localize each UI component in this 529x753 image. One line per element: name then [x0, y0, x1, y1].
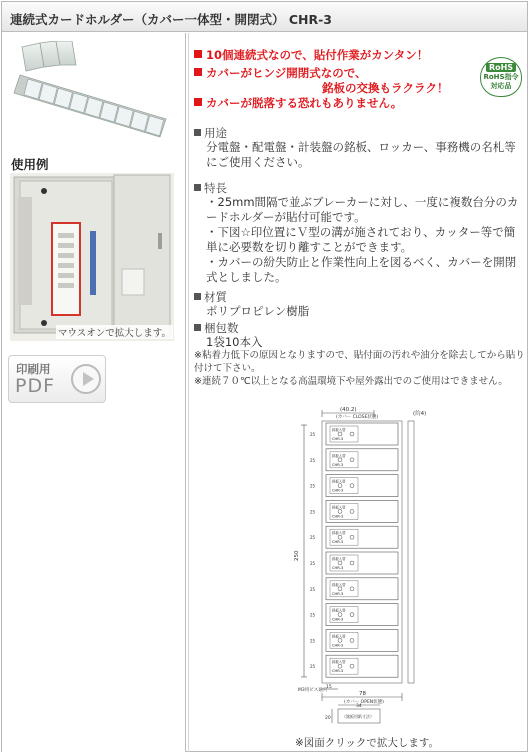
features-item-1: ・25mm間隔で並ぶブレーカーに対し、一度に複数台分のカードホルダーが貼付可能です。: [206, 195, 519, 224]
page-title: 連続式カードホルダー（カバー一体型・開閉式） CHR-3: [10, 12, 332, 27]
card-model-text: CHR-3: [332, 591, 344, 596]
dim-bottom-w-text: 34: [356, 704, 362, 709]
card-slot: [326, 578, 398, 600]
note-temperature: ※連続７０℃以上となる高温環境下や屋外露出でのご使用はできません。: [194, 376, 508, 387]
pitch-dim-text: 25: [310, 509, 316, 515]
page-header: [2, 2, 527, 32]
card-slot: [326, 423, 398, 445]
red-square-icon: [194, 68, 202, 76]
card-model-text: CHR-3: [332, 488, 344, 493]
card-label-text: 銘板入替: [332, 582, 346, 587]
card-slot: [326, 500, 398, 522]
dim-width-text: 78: [359, 691, 366, 697]
card-label-text: 銘板入替: [332, 428, 346, 432]
usage-section-title: 用途: [194, 125, 227, 141]
red-square-icon: [194, 50, 202, 58]
pitch-dim-text: 25: [310, 561, 316, 566]
card-model-text: CHR-3: [332, 643, 344, 648]
column-divider: [188, 33, 189, 752]
bottom-box-label-text: （銘板用紙寸法）: [342, 714, 374, 719]
pitch-dim-text: 25: [310, 457, 316, 463]
feature-line-4: カバーが脱落する恐れもありません。: [194, 95, 402, 111]
features-item-2: ・下図☆印位置にＶ型の溝が施されており、カッター等で簡単に必要数を切り離すことができます。: [206, 225, 516, 254]
play-arrow-icon: [71, 364, 101, 394]
pitch-dim-text: 25: [310, 535, 316, 541]
left-column: [2, 33, 186, 752]
note-adhesive: ※粘着力低下の原因となりますので、貼付面の汚れや油分を除去してから貼り付けて下さい。: [194, 350, 525, 374]
card-slot: [326, 629, 398, 651]
dim-bottom-h-text: 20: [325, 716, 331, 721]
dimension-drawing[interactable]: [292, 407, 524, 727]
page-frame: [1, 1, 528, 752]
card-model-text: CHR-3: [332, 462, 344, 467]
card-label-text: 銘板入替: [332, 453, 346, 458]
card-model-text: CHR-3: [332, 669, 344, 674]
card-label-text: 銘板入替: [332, 557, 346, 561]
card-slot: [326, 526, 398, 548]
card-model-text: CHR-3: [332, 514, 344, 519]
card-label-text: 銘板入替: [332, 505, 346, 510]
card-model-text: CHR-3: [332, 617, 344, 622]
card-slot: [326, 604, 398, 626]
card-model-text: CHR-3: [332, 540, 344, 545]
drawing-zoom-caption: ※図面クリックで拡大します。: [295, 737, 440, 749]
feature-line-3: 銘板の交換もラクラク！: [322, 81, 449, 95]
card-label-text: 銘板入替: [332, 608, 346, 613]
dim-height-text: 250: [294, 550, 300, 561]
features-section-title: 特長: [194, 180, 227, 196]
usage-example-label: 使用例: [11, 157, 49, 172]
mouseover-zoom-caption: マウスオンで拡大します。: [56, 325, 173, 339]
dim-side-text: (約4): [413, 411, 427, 417]
print-label: 印刷用: [16, 362, 51, 376]
pitch-dim-text: 25: [310, 638, 316, 644]
card-label-text: 銘板入替: [332, 479, 346, 484]
card-slot: [326, 475, 398, 497]
card-slot: [326, 449, 398, 471]
pitch-dim-text: 25: [310, 664, 316, 670]
pitch-dim-text: 25: [310, 586, 316, 592]
rohs-badge: RoHS RoHS指令 対応品: [480, 57, 522, 97]
feature-line-2: カバーがヒンジ開閉式なので、: [194, 65, 366, 81]
feature-line-1: 10個連続式なので、貼付作業がカンタン！: [194, 47, 428, 63]
dim-cover-open-text: (カバー OPEN状態): [344, 700, 384, 705]
red-square-icon: [194, 98, 202, 106]
card-label-text: 銘板入替: [332, 531, 346, 536]
packing-section-body: 1袋10本入: [206, 335, 263, 349]
features-item-3: ・カバーの紛失防止と作業性向上を図るべく、カバーを開閉式としました。: [206, 255, 517, 284]
card-slot: [326, 552, 398, 574]
product-image[interactable]: [10, 41, 176, 149]
packing-section-title: 梱包数: [194, 320, 239, 336]
dim-cover-closed-text: (カバー CLOSE状態): [336, 415, 379, 420]
usage-section-body: 分電盤・配電盤・計装盤の銘板、ロッカー、事務機の名札等にご使用ください。: [206, 140, 516, 169]
pitch-dim-text: 25: [310, 483, 316, 489]
dim-top-text: (40.2): [340, 407, 357, 413]
print-pdf-button[interactable]: [8, 355, 106, 403]
card-model-text: CHR-3: [332, 437, 344, 441]
card-label-text: 銘板入替: [332, 634, 346, 639]
card-label-text: 銘板入替: [332, 660, 346, 665]
pitch-dim-text: 25: [310, 432, 316, 437]
pdf-label: PDF: [15, 375, 56, 397]
screw-label-text: M3用ビス通穴: [298, 688, 328, 693]
material-section-body: ポリプロピレン樹脂: [206, 304, 310, 318]
card-slot: [326, 655, 398, 677]
dim-inner-text: 15: [326, 685, 332, 690]
card-model-text: CHR-3: [332, 566, 344, 570]
material-section-title: 材質: [194, 289, 227, 305]
pitch-dim-text: 25: [310, 612, 316, 618]
usage-example-photo[interactable]: [10, 173, 174, 341]
